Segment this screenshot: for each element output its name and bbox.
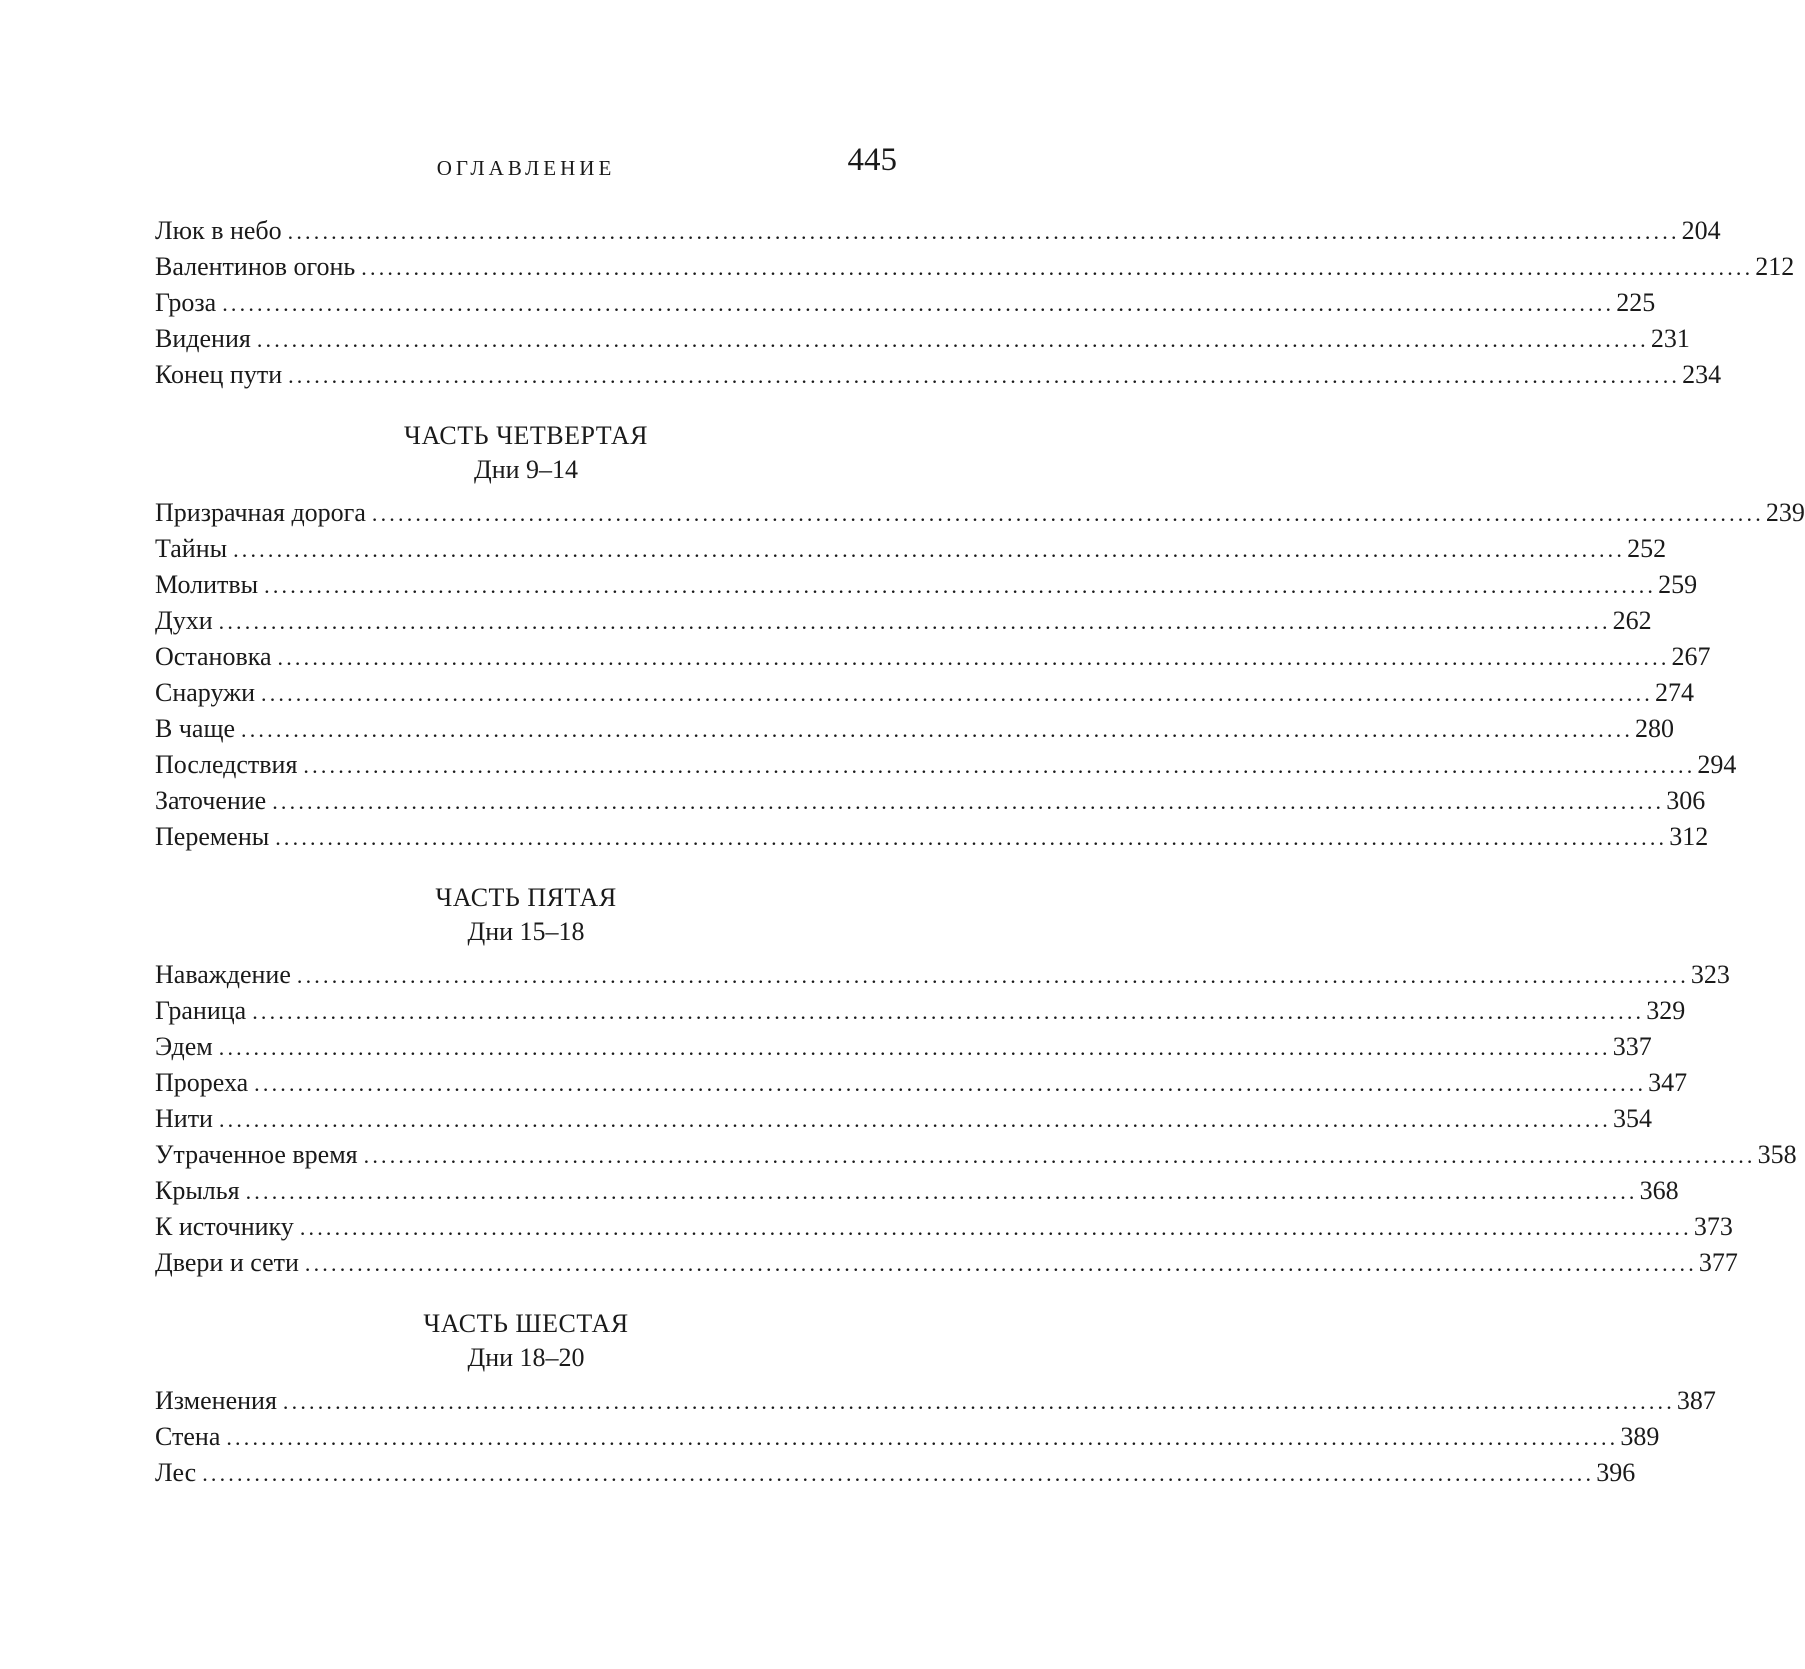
- part-heading: [155, 1307, 897, 1375]
- dot-leader: ................................................................................................................................................................: [261, 681, 1653, 706]
- toc-entry-page: 329: [1646, 996, 1686, 1025]
- toc-entry-title: Духи: [155, 606, 213, 635]
- dot-leader: ................................................................................................................................................................: [264, 573, 1657, 598]
- toc-entry-title: Утраченное время: [155, 1140, 358, 1169]
- dot-leader: ................................................................................................................................................................: [371, 501, 1764, 526]
- toc-entry: [155, 1209, 1733, 1245]
- toc-entry-title: Видения: [155, 324, 251, 353]
- toc-entry: [155, 1383, 1716, 1419]
- toc-entry: [155, 1101, 1652, 1137]
- dot-leader: ................................................................................................................................................................: [226, 1425, 1619, 1450]
- running-head: [155, 142, 897, 192]
- toc-entry: [155, 1245, 1738, 1281]
- part-heading: [155, 419, 897, 487]
- toc-entry-page: 262: [1612, 606, 1652, 635]
- toc-entry-page: 347: [1648, 1068, 1688, 1097]
- dot-leader: ................................................................................................................................................................: [245, 1179, 1638, 1204]
- running-title: ОГЛАВЛЕНИЕ: [436, 156, 616, 180]
- toc-entry-title: Заточение: [155, 786, 267, 815]
- dot-leader: ................................................................................................................................................................: [361, 255, 1754, 280]
- toc-entry-title: Молитвы: [155, 570, 259, 599]
- dot-leader: ................................................................................................................................................................: [254, 1071, 1647, 1096]
- dot-leader: ................................................................................................................................................................: [241, 717, 1634, 742]
- dot-leader: ................................................................................................................................................................: [218, 1107, 1611, 1132]
- toc-entry-title: Остановка: [155, 642, 272, 671]
- page-number: 445: [847, 142, 897, 178]
- part-title: ЧАСТЬ ПЯТАЯ: [435, 883, 617, 912]
- toc-entry-page: 294: [1697, 750, 1737, 779]
- toc-intro-group: [155, 213, 1795, 393]
- toc-part-four: [155, 419, 1805, 855]
- toc-entry-title: Наваждение: [155, 960, 291, 989]
- toc-entry: [155, 783, 1706, 819]
- dot-leader: ................................................................................................................................................................: [288, 363, 1681, 388]
- toc-entry-title: Конец пути: [155, 360, 283, 389]
- toc-entry: [155, 1137, 1797, 1173]
- toc-entry-title: Гроза: [155, 288, 217, 317]
- toc-entry: [155, 747, 1737, 783]
- toc-entry: [155, 819, 1709, 855]
- toc-entry-title: Эдем: [155, 1032, 213, 1061]
- toc-entry-title: Призрачная дорога: [155, 498, 366, 527]
- toc-entry: [155, 321, 1690, 357]
- toc-part-five: [155, 881, 1797, 1281]
- toc-entry-title: Изменения: [155, 1386, 277, 1415]
- dot-leader: ................................................................................................................................................................: [303, 753, 1696, 778]
- toc-entry: [155, 213, 1721, 249]
- dot-leader: ................................................................................................................................................................: [202, 1461, 1595, 1486]
- toc-entry-title: Стена: [155, 1422, 221, 1451]
- toc-entry-title: В чаще: [155, 714, 236, 743]
- toc-entry-title: Двери и сети: [155, 1248, 299, 1277]
- toc-entry-page: 389: [1620, 1422, 1660, 1451]
- toc-entry-title: Перемены: [155, 822, 270, 851]
- dot-leader: ................................................................................................................................................................: [299, 1215, 1692, 1240]
- toc-entry-title: Прореха: [155, 1068, 249, 1097]
- part-days: Дни 18–20: [467, 1343, 585, 1372]
- toc-entry-page: 323: [1690, 960, 1730, 989]
- part-title: ЧАСТЬ ШЕСТАЯ: [423, 1309, 629, 1338]
- toc-entry: [155, 531, 1667, 567]
- toc-entry: [155, 993, 1686, 1029]
- toc-entry-page: 373: [1693, 1212, 1733, 1241]
- toc-entry-page: 306: [1666, 786, 1706, 815]
- toc-entry-title: Лес: [155, 1458, 197, 1487]
- toc-entry: [155, 1065, 1688, 1101]
- toc-entry: [155, 711, 1675, 747]
- dot-leader: ................................................................................................................................................................: [252, 999, 1645, 1024]
- toc-entry-page: 280: [1635, 714, 1675, 743]
- toc-entry-page: 267: [1671, 642, 1711, 671]
- toc-entry-title: Тайны: [155, 534, 228, 563]
- toc-entry: [155, 1029, 1652, 1065]
- toc-entry-page: 234: [1682, 360, 1722, 389]
- dot-leader: ................................................................................................................................................................: [282, 1389, 1675, 1414]
- part-heading: [155, 881, 897, 949]
- toc-entry-title: К источнику: [155, 1212, 294, 1241]
- toc-entry: [155, 1455, 1636, 1491]
- toc-entry: [155, 495, 1805, 531]
- toc-entry-title: Валентинов огонь: [155, 252, 356, 281]
- toc-entry-page: 368: [1639, 1176, 1679, 1205]
- toc-entry: [155, 249, 1795, 285]
- toc-entry: [155, 603, 1652, 639]
- toc-entry-page: 354: [1612, 1104, 1652, 1133]
- toc-entry-page: 274: [1655, 678, 1694, 707]
- toc-entry-page: 252: [1627, 534, 1667, 563]
- toc-entry-title: Крылья: [155, 1176, 240, 1205]
- toc-entry-page: 204: [1681, 216, 1721, 245]
- dot-leader: ................................................................................................................................................................: [296, 963, 1689, 988]
- toc-part-six: [155, 1307, 1716, 1491]
- part-title: ЧАСТЬ ЧЕТВЕРТАЯ: [404, 421, 648, 450]
- dot-leader: ................................................................................................................................................................: [304, 1251, 1697, 1276]
- part-days: Дни 9–14: [473, 455, 579, 484]
- dot-leader: ................................................................................................................................................................: [287, 219, 1680, 244]
- toc-entry-page: 239: [1765, 498, 1805, 527]
- dot-leader: ................................................................................................................................................................: [277, 645, 1670, 670]
- toc-entry: [155, 675, 1694, 711]
- table-of-contents: [155, 213, 1805, 1491]
- toc-entry-title: Последствия: [155, 750, 298, 779]
- toc-entry-page: 231: [1650, 324, 1690, 353]
- toc-entry-page: 259: [1658, 570, 1698, 599]
- dot-leader: ................................................................................................................................................................: [222, 291, 1615, 316]
- dot-leader: ................................................................................................................................................................: [218, 609, 1611, 634]
- toc-entry: [155, 285, 1656, 321]
- part-days: Дни 15–18: [467, 917, 585, 946]
- toc-entry-page: 396: [1596, 1458, 1636, 1487]
- toc-entry-title: Нити: [155, 1104, 213, 1133]
- toc-entry: [155, 1173, 1679, 1209]
- toc-entry: [155, 357, 1722, 393]
- toc-entry: [155, 639, 1711, 675]
- toc-entry: [155, 567, 1698, 603]
- dot-leader: ................................................................................................................................................................: [256, 327, 1649, 352]
- toc-entry-title: Снаружи: [155, 678, 255, 707]
- dot-leader: ................................................................................................................................................................: [275, 825, 1668, 850]
- toc-entry-page: 358: [1757, 1140, 1797, 1169]
- toc-entry-page: 225: [1616, 288, 1656, 317]
- dot-leader: ................................................................................................................................................................: [272, 789, 1665, 814]
- toc-entry-page: 312: [1669, 822, 1709, 851]
- toc-entry-title: Граница: [155, 996, 247, 1025]
- toc-entry-page: 387: [1676, 1386, 1716, 1415]
- toc-entry: [155, 957, 1730, 993]
- dot-leader: ................................................................................................................................................................: [233, 537, 1626, 562]
- dot-leader: ................................................................................................................................................................: [363, 1143, 1756, 1168]
- toc-entry-title: Люк в небо: [155, 216, 282, 245]
- toc-entry-page: 377: [1698, 1248, 1738, 1277]
- dot-leader: ................................................................................................................................................................: [218, 1035, 1611, 1060]
- toc-entry: [155, 1419, 1660, 1455]
- toc-entry-page: 212: [1755, 252, 1795, 281]
- toc-entry-page: 337: [1612, 1032, 1652, 1061]
